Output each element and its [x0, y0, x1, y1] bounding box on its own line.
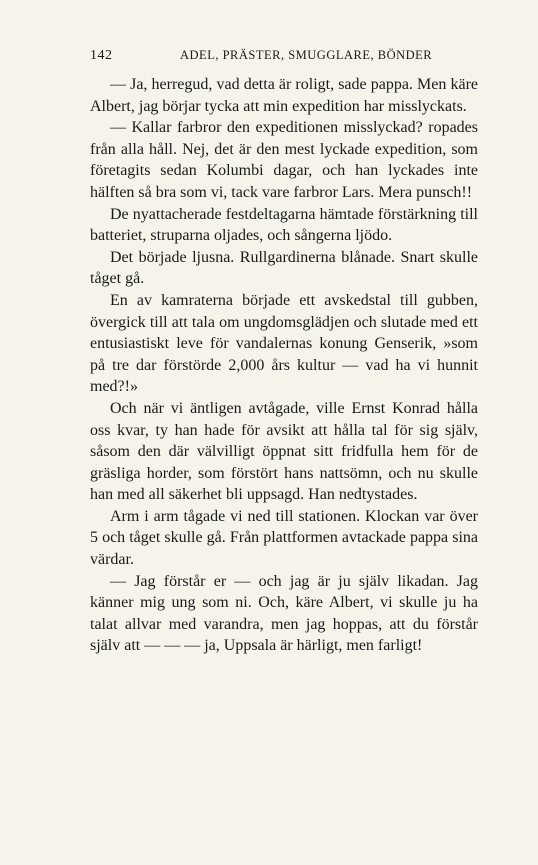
paragraph: — Kallar farbror den expeditionen misslyckad? ropades från alla håll. Nej, det är den mest lyckade expedition, som företagits sedan Kolumbi dagar, och han lyckades inte hälften så bra som vi, tack vare farbror Lars. Mera punsch!! [90, 119, 478, 201]
paragraph: En av kamraterna började ett avskedstal till gubben, övergick till att tala om ungdomsglädjen och slutade med ett entusiastiskt leve för vandalernas konung Genserik, »som på tre dar förstörde 2,000 års kultur — vad ha vi hunnit med?!» [90, 291, 478, 396]
page-header [90, 48, 478, 64]
body-text [90, 74, 478, 657]
paragraph: Det började ljusna. Rullgardinerna blånade. Snart skulle tåget gå. [90, 248, 478, 288]
page-number: 142 [90, 48, 113, 63]
running-title: ADEL, PRÄSTER, SMUGGLARE, BÖNDER [180, 48, 433, 62]
paragraph: De nyattacherade festdeltagarna hämtade förstärkning till batteriet, struparna oljades, och sångerna ljödo. [90, 205, 478, 245]
paragraph: Arm i arm tågade vi ned till stationen. Klockan var över 5 och tåget skulle gå. Från plattformen avtackade pappa sina värdar. [90, 507, 478, 569]
paragraph: Och när vi äntligen avtågade, ville Ernst Konrad hålla oss kvar, ty han hade för avsikt att hålla tal för sig själv, såsom den där välvilligt öppnat sitt fridfulla hem för de gräsliga horder, som förstört hans nattsömn, och nu skulle han med all säkerhet bli uppsagd. Han nedtystades. [90, 399, 478, 504]
paragraph: — Ja, herregud, vad detta är roligt, sade pappa. Men käre Albert, jag börjar tycka att min expedition har misslyckats. [90, 76, 478, 115]
paragraph: — Jag förstår er — och jag är ju själv likadan. Jag känner mig ung som ni. Och, käre Albert, vi skulle ju ha talat allvar med varandra, men jag hoppas, att du förstår själv att — — — ja, Uppsala är härligt, men farligt! [90, 572, 478, 655]
